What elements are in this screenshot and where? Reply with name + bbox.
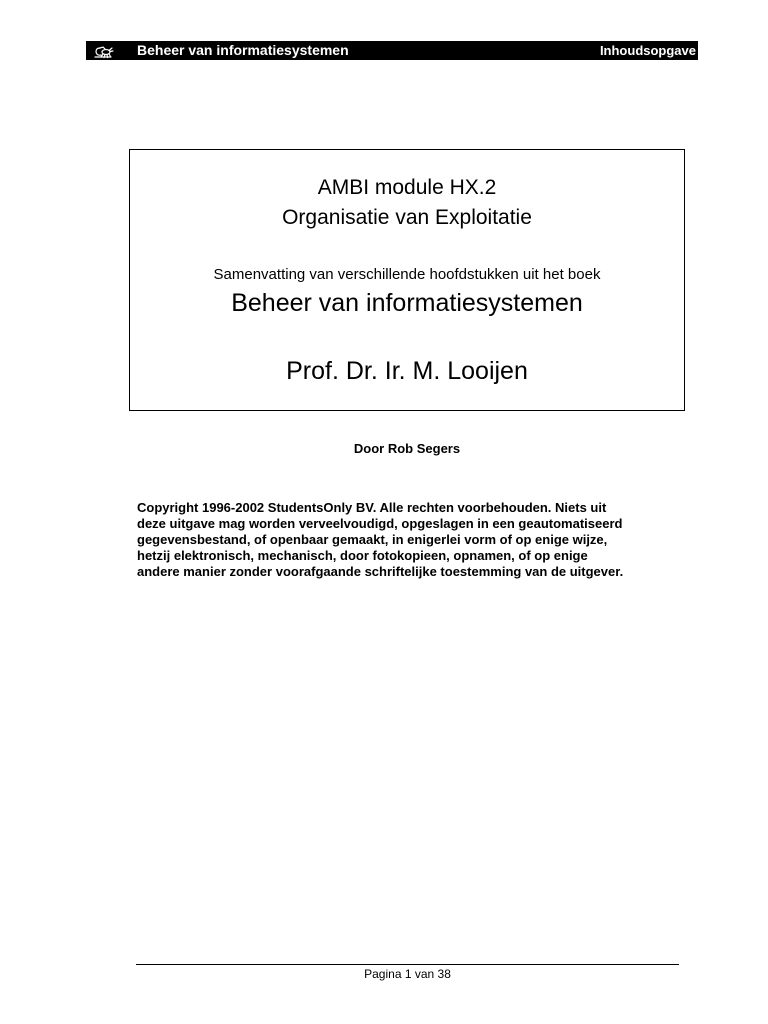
header-document-title: Beheer van informatiesystemen bbox=[137, 42, 349, 58]
copyright-line: Copyright 1996-2002 StudentsOnly BV. Alle rechten voorbehouden. Niets uit bbox=[137, 500, 607, 515]
copyright-line: andere manier zonder voorafgaande schriftelijke toestemming van de uitgever. bbox=[137, 564, 624, 579]
copyright-notice bbox=[137, 500, 685, 580]
copyright-line: deze uitgave mag worden verveelvoudigd, opgeslagen in een geautomatiseerd bbox=[137, 516, 623, 531]
book-title: Beheer van informatiesystemen bbox=[231, 289, 583, 317]
title-box bbox=[129, 149, 685, 411]
summary-line: Samenvatting van verschillende hoofdstukken uit het boek bbox=[213, 266, 601, 283]
module-title: AMBI module HX.2 bbox=[317, 176, 497, 199]
page-number: Pagina 1 van 38 bbox=[364, 967, 451, 981]
page-header bbox=[86, 41, 698, 60]
scorpion-logo-icon bbox=[92, 42, 114, 59]
module-subtitle: Organisatie van Exploitatie bbox=[282, 206, 532, 229]
author-name: Prof. Dr. Ir. M. Looijen bbox=[286, 357, 528, 385]
footer-divider bbox=[136, 964, 679, 965]
header-section-label: Inhoudsopgave bbox=[599, 43, 696, 58]
copyright-line: hetzij elektronisch, mechanisch, door fotokopieen, opnamen, of op enige bbox=[137, 548, 588, 563]
byline: Door Rob Segers bbox=[353, 441, 461, 456]
copyright-line: gegevensbestand, of openbaar gemaakt, in enigerlei vorm of op enige wijze, bbox=[137, 532, 608, 547]
